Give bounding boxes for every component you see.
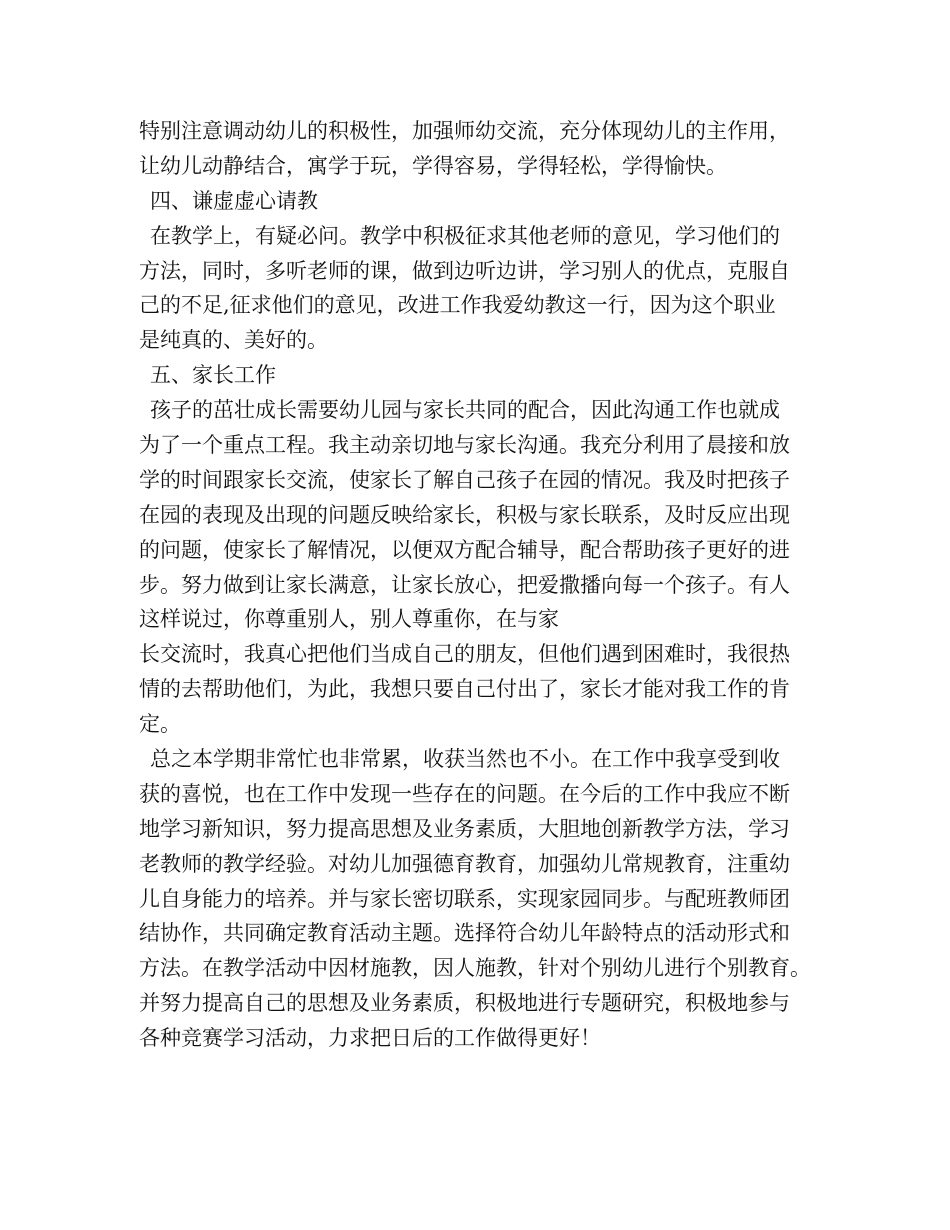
document-body <box>139 114 839 1056</box>
paragraph-line: 方法。在教学活动中因材施教，因人施教，针对个别幼儿进行个别教育。 <box>139 956 811 981</box>
section-heading: 四、谦虚虚心请教 <box>150 188 318 213</box>
paragraph-line: 这样说过，你尊重别人，别人尊重你，在与家 <box>139 607 559 632</box>
paragraph-line: 己的不足,征求他们的意见，改进工作我爱幼教这一行，因为这个职业 <box>139 293 776 318</box>
paragraph-line: 并努力提高自己的思想及业务素质，积极地进行专题研究，积极地参与 <box>139 991 790 1016</box>
paragraph-line: 步。努力做到让家长满意，让家长放心，把爱撒播向每一个孩子。有人 <box>139 572 790 597</box>
section-heading: 五、家长工作 <box>150 363 276 388</box>
paragraph-line: 方法，同时，多听老师的课，做到边听边讲，学习别人的优点，克服自 <box>139 258 790 283</box>
paragraph-line: 学的时间跟家长交流，使家长了解自己孩子在园的情况。我及时把孩子 <box>139 467 790 492</box>
paragraph-line: 情的去帮助他们，为此，我想只要自己付出了，家长才能对我工作的肯 <box>139 677 790 702</box>
paragraph-line: 定。 <box>139 712 181 737</box>
paragraph-line: 在教学上，有疑必问。教学中积极征求其他老师的意见，学习他们的 <box>150 223 780 248</box>
paragraph-line: 获的喜悦，也在工作中发现一些存在的问题。在今后的工作中我应不断 <box>139 781 790 806</box>
paragraph-line: 各种竞赛学习活动，力求把日后的工作做得更好！ <box>139 1026 601 1051</box>
paragraph-line: 是纯真的、美好的。 <box>139 328 328 353</box>
paragraph-line: 特别注意调动幼儿的积极性，加强师幼交流，充分体现幼儿的主作用， <box>139 119 790 143</box>
paragraph-line: 儿自身能力的培养。并与家长密切联系，实现家园同步。与配班教师团 <box>139 886 790 911</box>
paragraph-line: 的问题，使家长了解情况，以便双方配合辅导，配合帮助孩子更好的进 <box>139 537 790 562</box>
paragraph-line: 老教师的教学经验。对幼儿加强德育教育，加强幼儿常规教育，注重幼 <box>139 851 790 876</box>
paragraph-line: 长交流时，我真心把他们当成自己的朋友，但他们遇到困难时，我很热 <box>139 642 790 667</box>
paragraph-line: 结协作，共同确定教育活动主题。选择符合幼儿年龄特点的活动形式和 <box>139 921 790 946</box>
paragraph-line: 在园的表现及出现的问题反映给家长，积极与家长联系，及时反应出现 <box>139 502 790 527</box>
paragraph-line: 为了一个重点工程。我主动亲切地与家长沟通。我充分利用了晨接和放 <box>139 433 790 458</box>
paragraph-line: 孩子的茁壮成长需要幼儿园与家长共同的配合，因此沟通工作也就成 <box>150 398 780 423</box>
paragraph-line: 地学习新知识，努力提高思想及业务素质，大胆地创新教学方法，学习 <box>139 816 790 841</box>
paragraph-line: 让幼儿动静结合，寓学于玩，学得容易，学得轻松，学得愉快。 <box>139 153 727 178</box>
paragraph-line: 总之本学期非常忙也非常累，收获当然也不小。在工作中我享受到收 <box>150 747 780 772</box>
